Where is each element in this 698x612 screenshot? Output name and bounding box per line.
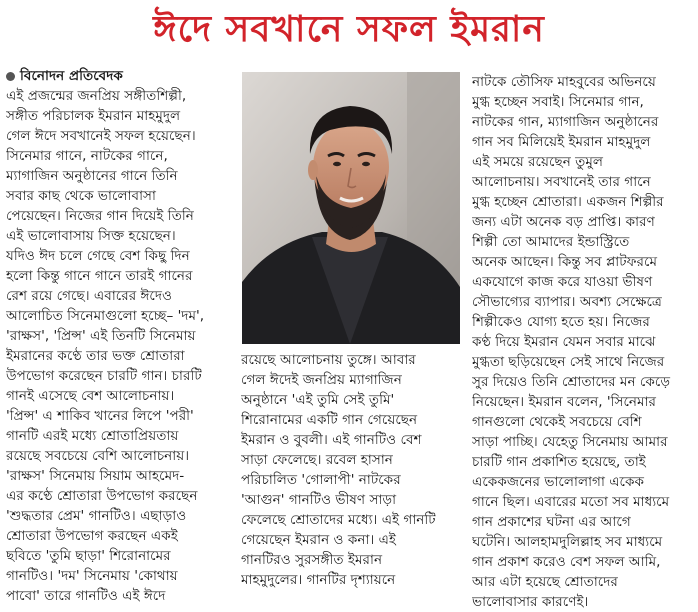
column-1-body bbox=[6, 86, 236, 606]
text-line: একেকজনের ভালোলাগা একেক bbox=[472, 474, 645, 490]
text-line: সিনেমার গানে, নাটকের গানে, bbox=[6, 148, 168, 164]
text-line: গান প্রকাশের ঘটনা এর আগে bbox=[472, 514, 631, 530]
text-line: অনেক আছেন। কিন্তু সব প্লাটফরমে bbox=[472, 254, 658, 270]
text-line: পাবো' তারে গানটিও এই ঈদে bbox=[6, 588, 166, 604]
text-line: গানটি এরই মধ্যে শ্রোতাপ্রিয়তায় bbox=[6, 428, 179, 444]
text-line: 'আগুন' গানটিও ভীষণ সাড়া bbox=[241, 492, 397, 508]
text-line: গেল ঈদে সবখানেই সফল হয়েছেন। bbox=[6, 128, 196, 144]
text-line: এই সময়ে রয়েছেন তুমুল bbox=[472, 154, 604, 170]
text-line: কণ্ঠ দিয়ে ইমরান যেমন সবার মাঝে bbox=[472, 334, 656, 350]
text-line: গানই এসেছে বেশ আলোচনায়। bbox=[6, 388, 175, 404]
text-line: গানটিও। 'দম' সিনেমায় 'কোথায় bbox=[6, 568, 178, 584]
text-line: আলোচিত সিনেমাগুলো হচ্ছে– 'দম', bbox=[6, 308, 205, 324]
text-line: নাটকে তৌসিফ মাহবুবের অভিনয়ে bbox=[472, 74, 656, 90]
text-line: ইমরান ও বুবলী। এই গানটিও বেশ bbox=[241, 432, 422, 448]
text-line: একযোগে কাজ করে যাওয়া ভীষণ bbox=[472, 274, 653, 290]
text-line: মুগ্ধতা ছড়িয়েছেন সেই সাথে নিজের bbox=[472, 354, 665, 370]
text-line: শিরোনামের একটি গান গেয়েছেন bbox=[241, 412, 418, 428]
text-line: সাড়া পাচ্ছি। যেহেতু সিনেমায় আমার bbox=[472, 434, 668, 450]
text-line: মুগ্ধ হচ্ছেন সবাই। সিনেমার গান, bbox=[472, 94, 644, 110]
text-line: আর এটা হয়েছে শ্রোতাদের bbox=[472, 574, 618, 590]
article-column-3 bbox=[472, 72, 694, 612]
text-line: 'শুদ্ধতার প্রেম' গানটিও। এছাড়াও bbox=[6, 508, 187, 524]
headline: ঈদে সবখানে সফল ইমরান bbox=[153, 9, 545, 50]
text-line: উপভোগ করেছেন চারটি গান। চারটি bbox=[6, 368, 202, 384]
text-line: শিল্পীকেও যোগ্য হতে হয়। নিজের bbox=[472, 314, 650, 330]
text-line: মাহমুদুলের। গানটির দৃশ্যায়নে bbox=[241, 572, 396, 588]
text-line: আলোচনায়। সবখানেই তার গানে bbox=[472, 174, 651, 190]
text-line: এই প্রজন্মের জনপ্রিয় সঙ্গীতশিল্পী, bbox=[6, 88, 187, 104]
text-line: নাটকের গান, ম্যাগাজিন অনুষ্ঠানের bbox=[472, 114, 659, 130]
text-line: সুর দিয়েও তিনি শ্রোতাদের মন কেড়ে bbox=[472, 374, 671, 390]
text-line: নিয়েছেন। ইমরান বলেন, 'সিনেমার bbox=[472, 394, 657, 410]
text-line: হলো কিন্তু গানে গানে তারই গানের bbox=[6, 268, 193, 284]
text-line: 'রাক্ষস' সিনেমায় সিয়াম আহমেদ- bbox=[6, 468, 185, 484]
text-line: সঙ্গীত পরিচালক ইমরান মাহমুদুল bbox=[6, 108, 181, 124]
bullet-icon bbox=[6, 72, 15, 81]
text-line: গানগুলো থেকেই সবচেয়ে বেশি bbox=[472, 414, 642, 430]
text-line: ছবিতে 'তুমি ছাড়া' শিরোনামের bbox=[6, 548, 171, 564]
text-line: ইমরানের কণ্ঠে তার ভক্ত শ্রোতারা bbox=[6, 348, 185, 364]
text-line: মুগ্ধ হচ্ছেন শ্রোতারা। একজন শিল্পীর bbox=[472, 194, 664, 210]
text-line: গানে ছিল। এবারের মতো সব মাধ্যমে bbox=[472, 494, 670, 510]
text-line: 'রাক্ষস', 'প্রিন্স' এই তিনটি সিনেমায় bbox=[6, 328, 196, 344]
text-line: গান প্রকাশ করেও বেশ সফল আমি, bbox=[472, 554, 661, 570]
text-line: রয়েছে সবচেয়ে বেশি আলোচনায়। bbox=[6, 448, 190, 464]
text-line: চারটি গান প্রকাশিত হয়েছে, তাই bbox=[472, 454, 646, 470]
text-line: এই ভালোবাসায় সিক্ত হয়েছেন। bbox=[6, 228, 176, 244]
text-line: সাড়া ফেলেছে। রবেল হাসান bbox=[241, 452, 393, 468]
text-line: পরিচালিত 'গোলাপী' নাটকের bbox=[241, 472, 401, 488]
text-line: গেয়েছেন ইমরান ও কনা। এই bbox=[241, 532, 396, 548]
byline-text: বিনোদন প্রতিবেদক bbox=[20, 68, 123, 84]
text-line: যদিও ঈদ চলে গেছে বেশ কিছু দিন bbox=[6, 248, 190, 264]
article-column-2 bbox=[241, 350, 463, 590]
text-line: শিল্পী তো আমাদের ইন্ডাস্ট্রিতে bbox=[472, 234, 630, 250]
text-line: সৌভাগ্যের ব্যাপার। অবশ্য সেক্ষেত্রে bbox=[472, 294, 662, 310]
article-column-1 bbox=[6, 66, 236, 606]
text-line: পেয়েছেন। নিজের গান দিয়েই তিনি bbox=[6, 208, 194, 224]
text-line: এর কণ্ঠে শ্রোতারা উপভোগ করছেন bbox=[6, 488, 198, 504]
text-line: অনুষ্ঠানে 'এই তুমি সেই তুমি' bbox=[241, 392, 395, 408]
text-line: ফেলেছে শ্রোতাদের মধ্যে। এই গানটি bbox=[241, 512, 436, 528]
text-line: গানটিরও সুরসঙ্গীত ইমরান bbox=[241, 552, 383, 568]
byline bbox=[6, 66, 236, 86]
text-line: রয়েছে আলোচনায় তুঙ্গে। আবার bbox=[241, 352, 416, 368]
portrait-photo bbox=[242, 72, 460, 344]
text-line: রেশ রয়ে গেছে। এবারের ঈদেও bbox=[6, 288, 173, 304]
text-line: গেল ঈদেই জনপ্রিয় ম্যাগাজিন bbox=[241, 372, 402, 388]
column-2-body bbox=[241, 350, 463, 590]
text-line: ঘটেনি। আলহামদুলিল্লাহ সব মাধ্যমে bbox=[472, 534, 663, 550]
text-line: 'প্রিন্স' এ শাকিব খানের লিপে 'পরী' bbox=[6, 408, 194, 424]
text-line: শ্রোতারা উপভোগ করছেন একই bbox=[6, 528, 178, 544]
text-line: ভালোবাসার কারণেই। bbox=[472, 594, 589, 610]
text-line: সবার কাছ থেকে ভালোবাসা bbox=[6, 188, 156, 204]
text-line: গান সব মিলিয়েই ইমরান মাহমুদুল bbox=[472, 134, 651, 150]
text-line: ম্যাগাজিন অনুষ্ঠানের গানে তিনি bbox=[6, 168, 178, 184]
text-line: জন্য এটা অনেক বড় প্রাপ্তি। কারণ bbox=[472, 214, 655, 230]
column-3-body bbox=[472, 72, 694, 612]
